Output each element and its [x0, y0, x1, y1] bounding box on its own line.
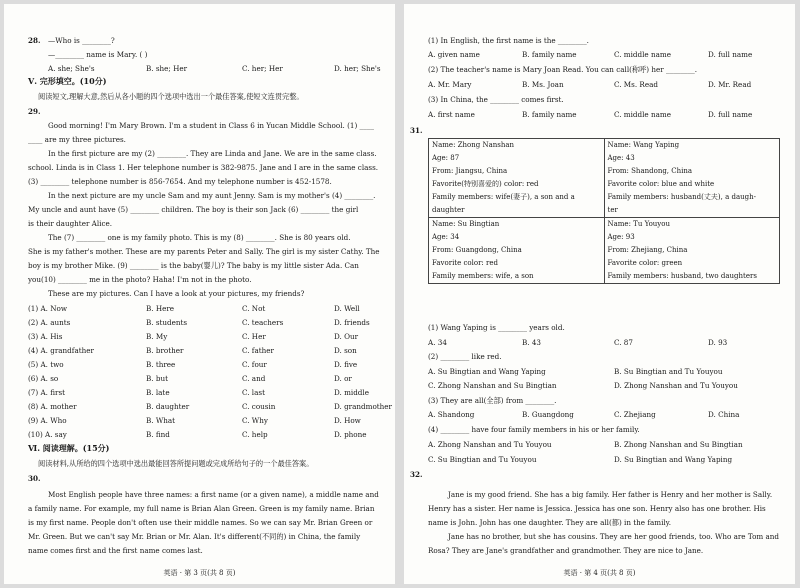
q28-option-c: C. her; Her — [242, 64, 283, 73]
q29-choice-c: C. teachers — [242, 318, 284, 327]
card-line: From: Guangdong, China — [432, 246, 522, 254]
q29-choice-d: D. or — [334, 374, 352, 383]
q31-option-c: C. Su Bingtian and Tu Youyou — [428, 455, 537, 464]
q29-passage-line: In the first picture are my (2) ________. They are Linda and Jane. We are in the same class. — [48, 149, 377, 158]
q31-option-d: D. 93 — [708, 338, 728, 347]
card-line: Family members: wife(妻子), a son and a — [432, 193, 575, 201]
q29-passage-line: you(10) ________ me in the photo? Haha! I'm not in the photo. — [28, 275, 252, 284]
person-card — [604, 218, 780, 284]
q30-option-a: A. given name — [428, 50, 480, 59]
q32-passage-line: Jane is my good friend. She has a big family. Her father is Henry and her mother is Sally. — [448, 490, 773, 499]
q31-option-c: C. Zhejiang — [614, 410, 656, 419]
q30-passage-line: Most English people have three names: a first name (or a given name), a middle name and — [48, 490, 379, 499]
q29-choice-d: D. grandmother — [334, 402, 392, 411]
q30-question-stem: (1) In English, the first name is the ________. — [428, 36, 589, 45]
card-line: Age: 87 — [432, 154, 460, 162]
q31-option-a: A. Zhong Nanshan and Tu Youyou — [428, 440, 552, 449]
card-line: Favorite color: red — [432, 259, 498, 267]
q29-choice-a: (7) A. first — [28, 388, 66, 397]
card-line: Favorite(特别喜爱的) color: red — [432, 180, 539, 188]
q29-passage-line: Good morning! I'm Mary Brown. I'm a student in Class 6 in Yucan Middle School. (1) ____ — [48, 121, 374, 130]
q29-choice-d: D. Well — [334, 304, 360, 313]
q32-number: 32. — [410, 470, 423, 479]
left-page — [4, 4, 395, 584]
card-line: Name: Tu Youyou — [607, 220, 670, 228]
q29-choice-c: C. help — [242, 430, 268, 439]
q28-line2: —________ name is Mary. ( ) — [48, 50, 148, 59]
q29-choice-b: B. students — [146, 318, 188, 327]
q29-choice-d: D. Our — [334, 332, 359, 341]
card-line: From: Zhejiang, China — [607, 246, 688, 254]
q29-choice-a: (3) A. His — [28, 332, 63, 341]
q31-option-b: B. 43 — [522, 338, 541, 347]
card-line: Name: Su Bingtian — [432, 220, 500, 228]
card-line: Age: 93 — [607, 233, 635, 241]
q29-choice-c: C. Why — [242, 416, 268, 425]
q29-passage-line: school. Linda is in Class 1. Her telephone number is 382-9875. Jane and I are in the same class. — [28, 163, 379, 172]
q31-option-d: D. Zhong Nanshan and Tu Youyou — [614, 381, 738, 390]
q30-passage-line: a family name. For example, my full name is Brian Alan Green. Green is my family name. Brian — [28, 504, 375, 513]
q30-option-b: B. Ms. Joan — [522, 80, 564, 89]
card-line: From: Jiangsu, China — [432, 167, 508, 175]
card-line: Family members: husband, two daughters — [607, 272, 757, 280]
q31-question-stem: (4) ________ have four family members in his or her family. — [428, 425, 640, 434]
q31-number: 31. — [410, 126, 423, 135]
q29-choice-a: (6) A. so — [28, 374, 59, 383]
q31-option-a: A. Su Bingtian and Wang Yaping — [428, 367, 546, 376]
q30-option-d: D. full name — [708, 110, 753, 119]
q30-question-stem: (2) The teacher's name is Mary Joan Read. You can call(称呼) her ________. — [428, 65, 698, 74]
q31-option-a: A. Shandong — [428, 410, 475, 419]
q29-passage-line: The (7) ________ one is my family photo. This is my (8) ________. She is 80 years old. — [48, 233, 351, 242]
q31-question-stem: (3) They are all(全部) from ________. — [428, 396, 557, 405]
q29-choice-d: D. How — [334, 416, 361, 425]
card-line: Name: Wang Yaping — [607, 141, 680, 149]
q29-choice-d: D. five — [334, 360, 358, 369]
q31-option-d: D. China — [708, 410, 740, 419]
section-6-title: Ⅵ. 阅读理解。(15分) — [28, 443, 110, 453]
q32-passage-line: name is John. John has one daughter. They are all(都) in the family. — [428, 518, 672, 527]
q29-choice-c: C. last — [242, 388, 265, 397]
section-5-instruction: 阅读短文,理解大意,然后从各小题的四个选项中选出一个最佳答案,使短文连贯完整。 — [38, 92, 304, 101]
q30-passage-line: is my first name. People don't often use their middle names. So we can say Mr. Brian Green or — [28, 518, 373, 527]
card-line: From: Shandong, China — [607, 167, 693, 175]
q30-option-c: C. middle name — [614, 110, 671, 119]
q29-choice-a: (5) A. two — [28, 360, 64, 369]
q31-option-b: B. Zhong Nanshan and Su Bingtian — [614, 440, 743, 449]
card-line: ter — [607, 206, 618, 214]
q29-choice-b: B. daughter — [146, 402, 190, 411]
q31-option-a: A. 34 — [428, 338, 447, 347]
q31-option-c: C. Zhong Nanshan and Su Bingtian — [428, 381, 557, 390]
person-info-table — [428, 138, 780, 284]
q29-choice-d: D. phone — [334, 430, 367, 439]
q30-option-c: C. Ms. Read — [614, 80, 658, 89]
card-line: Favorite color: green — [607, 259, 683, 267]
q31-option-d: D. Su Bingtian and Wang Yaping — [614, 455, 733, 464]
q29-choice-b: B. brother — [146, 346, 184, 355]
q30-option-d: D. Mr. Read — [708, 80, 752, 89]
q32-passage-line: Jane has no brother, but she has cousins. They are her good friends, too. Who are Tom and — [448, 532, 780, 541]
q29-passage-line: is their daughter Alice. — [28, 219, 113, 228]
q29-passage-line: My uncle and aunt have (5) ________ children. The boy is their son Jack (6) ________ the girl — [28, 205, 359, 214]
card-line: Age: 34 — [432, 233, 460, 241]
q31-question-stem: (1) Wang Yaping is ________ years old. — [428, 323, 565, 332]
q29-choice-c: C. father — [242, 346, 274, 355]
q29-choice-a: (4) A. grandfather — [28, 346, 94, 355]
q29-choice-d: D. friends — [334, 318, 370, 327]
q29-choice-c: C. and — [242, 374, 266, 383]
q29-passage-line: (3) ________ telephone number is 856-7654. And my telephone number is 452-1578. — [28, 177, 332, 186]
q29-choice-b: B. three — [146, 360, 176, 369]
card-line: Age: 43 — [607, 154, 635, 162]
q28-option-a: A. she; She's — [48, 64, 95, 73]
q31-question-stem: (2) ________ like red. — [428, 352, 502, 361]
person-card — [429, 139, 605, 218]
section-5-title: Ⅴ. 完形填空。(10分) — [28, 76, 107, 86]
page-footer: 英语 · 第 4 页(共 8 页) — [563, 569, 636, 577]
card-line: daughter — [432, 206, 465, 214]
q30-option-a: A. Mr. Mary — [428, 80, 472, 89]
q29-passage-line: These are my pictures. Can I have a look at your pictures, my friends? — [48, 289, 305, 298]
q29-choice-d: D. middle — [334, 388, 369, 397]
q29-choice-c: C. cousin — [242, 402, 276, 411]
q29-choice-d: D. son — [334, 346, 357, 355]
q28-number: 28. — [28, 36, 41, 45]
person-card — [604, 139, 780, 218]
q29-passage-line: In the next picture are my uncle Sam and my aunt Jenny. Sam is my mother's (4) ________. — [48, 191, 376, 200]
q29-choice-b: B. but — [146, 374, 168, 383]
q29-passage-line: She is my father's mother. These are my parents Peter and Sally. The girl is my sister Cathy. The — [28, 247, 380, 256]
q29-choice-a: (8) A. mother — [28, 402, 77, 411]
q30-option-d: D. full name — [708, 50, 753, 59]
q28-option-d: D. her; She's — [334, 64, 381, 73]
q28-option-b: B. she; Her — [146, 64, 188, 73]
card-line: Favorite color: blue and white — [607, 180, 715, 188]
q29-choice-b: B. late — [146, 388, 170, 397]
q30-number: 30. — [28, 474, 41, 483]
q29-choice-c: C. Not — [242, 304, 266, 313]
q29-choice-c: C. four — [242, 360, 267, 369]
q32-passage-line: Henry has a sister. Her name is Jessica. Jessica has one son. Henry also has one brother. His — [428, 504, 766, 513]
q32-passage-line: Rosa? They are Jane's grandfather and grandmother. They are nice to Jane. — [428, 546, 704, 555]
q29-passage-line: boy is my brother Mike. (9) ________ is the baby(婴儿)? The baby is my little sister Ada. Can — [28, 261, 359, 270]
q30-option-b: B. family name — [522, 50, 577, 59]
page-footer: 英语 · 第 3 页(共 8 页) — [163, 569, 236, 577]
q30-option-a: A. first name — [428, 110, 475, 119]
q30-question-stem: (3) In China, the ________ comes first. — [428, 95, 564, 104]
q29-choice-b: B. My — [146, 332, 168, 341]
q29-choice-b: B. Here — [146, 304, 175, 313]
section-6-instruction: 阅读材料,从所给的四个选项中选出最能回答所提问题或完成所给句子的一个最佳答案。 — [38, 459, 314, 468]
q31-option-b: B. Guangdong — [522, 410, 574, 419]
q30-option-c: C. middle name — [614, 50, 671, 59]
q30-passage-line: name comes first and the first name comes last. — [28, 546, 203, 555]
q30-passage-line: Mr. Green. But we can't say Mr. Brian or Mr. Alan. It's different(不同的) in China, the family — [28, 532, 361, 541]
q29-number: 29. — [28, 107, 41, 116]
card-line: Family members: wife, a son — [432, 272, 534, 280]
q29-choice-b: B. find — [146, 430, 170, 439]
q29-choice-a: (9) A. Who — [28, 416, 67, 425]
q29-choice-a: (1) A. Now — [28, 304, 67, 313]
q30-option-b: B. family name — [522, 110, 577, 119]
q31-option-b: B. Su Bingtian and Tu Youyou — [614, 367, 723, 376]
card-line: Family members: husband(丈夫), a daugh- — [607, 193, 756, 201]
q29-passage-line: ____ are my three pictures. — [28, 135, 126, 144]
card-line: Name: Zhong Nanshan — [432, 141, 515, 149]
q31-option-c: C. 87 — [614, 338, 633, 347]
q29-choice-b: B. What — [146, 416, 176, 425]
q29-choice-c: C. Her — [242, 332, 266, 341]
q28-line1: —Who is ________? — [48, 36, 115, 45]
q29-choice-a: (2) A. aunts — [28, 318, 71, 327]
person-card — [429, 218, 605, 284]
right-page — [404, 4, 795, 584]
q29-choice-a: (10) A. say — [28, 430, 67, 439]
